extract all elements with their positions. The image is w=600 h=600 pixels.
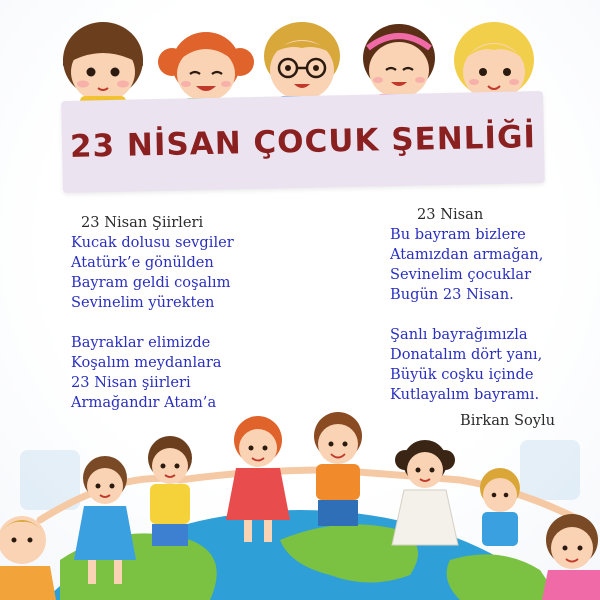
poem-line: Atatürk’e gönülden (71, 254, 214, 271)
child-figure-icon (480, 468, 520, 546)
poem-line: Sevinelim çocuklar (390, 266, 532, 283)
poem-line: Bayram geldi coşalım (71, 274, 231, 291)
child-figure-icon (148, 436, 192, 546)
poem-line: Bu bayram bizlere (390, 226, 526, 243)
poem-line: Koşalım meydanlara (71, 354, 222, 371)
page-title: 23 NİSAN ÇOCUK ŞENLİĞİ (69, 119, 537, 165)
child-figure-icon (314, 412, 362, 526)
poem-line: Armağandır Atam’a (71, 394, 217, 411)
child-figure-icon (392, 440, 458, 545)
poem-line: Şanlı bayrağımızla (390, 326, 528, 343)
poem-line: Atamızdan armağan, (390, 246, 544, 263)
child-figure-icon (542, 514, 600, 600)
child-figure-icon (0, 516, 56, 600)
poem-line: 23 Nisan şiirleri (71, 374, 191, 391)
poem-line: Donatalım dört yanı, (390, 346, 543, 363)
poem-line: Kucak dolusu sevgiler (71, 234, 234, 251)
poem-line: Kutlayalım bayramı. (390, 386, 540, 403)
poem-line: Büyük coşku içinde (390, 366, 534, 383)
poem-heading: 23 Nisan (417, 206, 484, 223)
poem-line: Bugün 23 Nisan. (390, 286, 514, 303)
poem-author: Birkan Soylu (460, 412, 556, 429)
poem-heading: 23 Nisan Şiirleri (81, 214, 204, 231)
poem-line: Sevinelim yürekten (71, 294, 215, 311)
poem-line: Bayraklar elimizde (71, 334, 211, 351)
